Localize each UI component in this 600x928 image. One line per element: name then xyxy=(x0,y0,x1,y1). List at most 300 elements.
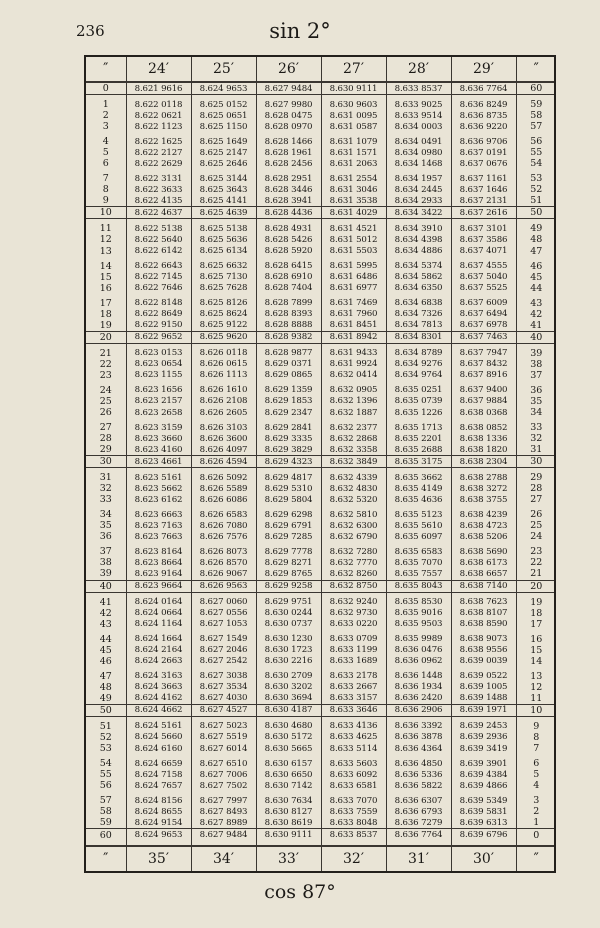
value-cell: 8.635 0739 xyxy=(386,396,451,407)
value-cell: 8.629 1853 xyxy=(256,396,321,407)
value-cell: 8.636 8249 xyxy=(451,95,516,111)
seconds-cell: 0 xyxy=(86,82,126,95)
value-cell: 8.623 2157 xyxy=(126,396,191,407)
value-cell: 8.625 4639 xyxy=(191,207,256,219)
value-cell: 8.625 1150 xyxy=(191,121,256,132)
value-cell: 8.629 2841 xyxy=(256,418,321,433)
value-cell: 8.633 5114 xyxy=(321,743,386,754)
value-cell: 8.631 9924 xyxy=(321,359,386,370)
value-cell: 8.628 1466 xyxy=(256,132,321,147)
value-cell: 8.624 7657 xyxy=(126,780,191,791)
value-cell: 8.635 2688 xyxy=(386,444,451,456)
value-cell: 8.630 6650 xyxy=(256,769,321,780)
table-row xyxy=(86,743,556,754)
value-cell: 8.623 4160 xyxy=(126,444,191,456)
complement-seconds-cell: 55 xyxy=(516,147,556,158)
value-cell: 8.623 9164 xyxy=(126,568,191,580)
value-cell: 8.638 0852 xyxy=(451,418,516,433)
value-cell: 8.635 5123 xyxy=(386,505,451,520)
complement-seconds-cell: 45 xyxy=(516,272,556,283)
value-cell: 8.625 0651 xyxy=(191,110,256,121)
value-cell: 8.624 8156 xyxy=(126,791,191,806)
value-cell: 8.634 3422 xyxy=(386,207,451,219)
complement-seconds-cell: 47 xyxy=(516,246,556,257)
value-cell: 8.632 4339 xyxy=(321,468,386,484)
complement-seconds-cell: 11 xyxy=(516,693,556,705)
value-cell: 8.634 6838 xyxy=(386,294,451,309)
value-cell: 8.637 9884 xyxy=(451,396,516,407)
value-cell: 8.631 4029 xyxy=(321,207,386,219)
table-row xyxy=(86,716,556,732)
value-cell: 8.627 5023 xyxy=(191,716,256,732)
value-cell: 8.625 3643 xyxy=(191,184,256,195)
value-cell: 8.632 6790 xyxy=(321,531,386,542)
complement-seconds-cell: 54 xyxy=(516,158,556,169)
complement-seconds-cell: 60 xyxy=(516,82,556,95)
value-cell: 8.628 1961 xyxy=(256,147,321,158)
value-cell: 8.634 7813 xyxy=(386,320,451,332)
value-cell: 8.631 5012 xyxy=(321,234,386,245)
complement-seconds-cell: 25 xyxy=(516,520,556,531)
value-cell: 8.633 4136 xyxy=(321,716,386,732)
value-cell: 8.627 9980 xyxy=(256,95,321,111)
seconds-cell: 41 xyxy=(99,596,112,608)
value-cell: 8.631 2063 xyxy=(321,158,386,169)
value-cell: 8.629 4323 xyxy=(256,456,321,468)
value-cell: 8.633 9025 xyxy=(386,95,451,111)
seconds-cell: 13 xyxy=(99,245,112,257)
value-cell: 8.634 0980 xyxy=(386,147,451,158)
value-cell: 8.635 7070 xyxy=(386,557,451,568)
table-row xyxy=(86,219,556,235)
value-cell: 8.631 0095 xyxy=(321,110,386,121)
value-cell: 8.630 4187 xyxy=(256,704,321,716)
value-cell: 8.628 3446 xyxy=(256,184,321,195)
value-cell: 8.632 0905 xyxy=(321,381,386,396)
value-cell: 8.637 3586 xyxy=(451,234,516,245)
value-cell: 8.633 5603 xyxy=(321,754,386,769)
value-cell: 8.629 8271 xyxy=(256,557,321,568)
value-cell: 8.628 9877 xyxy=(256,343,321,359)
value-cell: 8.622 3131 xyxy=(126,169,191,184)
seconds-cell: 11 xyxy=(99,223,112,235)
value-cell: 8.628 5426 xyxy=(256,234,321,245)
value-cell: 8.626 3600 xyxy=(191,433,256,444)
seconds-cell: 25 xyxy=(99,395,112,407)
value-cell: 8.635 6097 xyxy=(386,531,451,542)
value-cell: 8.636 7764 xyxy=(386,829,451,846)
value-cell: 8.629 3335 xyxy=(256,433,321,444)
value-cell: 8.633 4625 xyxy=(321,732,386,743)
value-cell: 8.638 3272 xyxy=(451,483,516,494)
value-cell: 8.630 8619 xyxy=(256,817,321,829)
value-cell: 8.625 3144 xyxy=(191,169,256,184)
value-cell: 8.639 1488 xyxy=(451,693,516,705)
seconds-cell: 32 xyxy=(99,483,112,495)
seconds-cell: 7 xyxy=(102,173,109,185)
value-cell: 8.639 5349 xyxy=(451,791,516,806)
seconds-cell: 46 xyxy=(99,655,112,667)
seconds-cell: 45 xyxy=(99,644,112,656)
table-row xyxy=(86,110,556,121)
table-row xyxy=(86,320,556,332)
value-cell: 8.633 8537 xyxy=(386,82,451,95)
value-cell: 8.622 5640 xyxy=(126,234,191,245)
table-row xyxy=(86,817,556,829)
value-cell: 8.626 5589 xyxy=(191,483,256,494)
value-cell: 8.628 3941 xyxy=(256,195,321,207)
value-cell: 8.626 9067 xyxy=(191,568,256,580)
seconds-cell: 42 xyxy=(99,607,112,619)
complement-seconds-cell: 26 xyxy=(516,505,556,520)
value-cell: 8.630 7142 xyxy=(256,780,321,791)
value-cell: 8.636 8735 xyxy=(451,110,516,121)
value-cell: 8.638 7623 xyxy=(451,592,516,608)
value-cell: 8.638 4239 xyxy=(451,505,516,520)
table-row xyxy=(86,195,556,207)
table-row xyxy=(86,667,556,682)
value-cell: 8.629 6298 xyxy=(256,505,321,520)
complement-seconds-cell: 21 xyxy=(516,568,556,580)
value-cell: 8.622 1625 xyxy=(126,132,191,147)
value-cell: 8.631 6486 xyxy=(321,272,386,283)
value-cell: 8.636 3878 xyxy=(386,732,451,743)
value-cell: 8.628 5920 xyxy=(256,246,321,257)
corner-label-top-left: ″ xyxy=(103,61,109,77)
value-cell: 8.630 3694 xyxy=(256,693,321,705)
value-cell: 8.626 8073 xyxy=(191,542,256,557)
value-cell: 8.634 2445 xyxy=(386,184,451,195)
value-cell: 8.624 8655 xyxy=(126,806,191,817)
value-cell: 8.628 7404 xyxy=(256,283,321,294)
value-cell: 8.639 3419 xyxy=(451,743,516,754)
seconds-cell: 40 xyxy=(86,580,126,592)
value-cell: 8.634 6350 xyxy=(386,283,451,294)
value-cell: 8.635 1713 xyxy=(386,418,451,433)
seconds-cell: 56 xyxy=(99,780,112,792)
value-cell: 8.622 6643 xyxy=(126,257,191,272)
value-cell: 8.623 0654 xyxy=(126,359,191,370)
complement-seconds-cell: 57 xyxy=(516,121,556,132)
value-cell: 8.636 0962 xyxy=(386,656,451,667)
value-cell: 8.627 5519 xyxy=(191,732,256,743)
complement-seconds-cell: 18 xyxy=(516,608,556,619)
value-cell: 8.628 0475 xyxy=(256,110,321,121)
seconds-cell: 28 xyxy=(99,433,112,445)
table-row xyxy=(86,234,556,245)
table-row xyxy=(86,645,556,656)
table-row xyxy=(86,505,556,520)
table-row xyxy=(86,82,556,95)
value-cell: 8.622 7646 xyxy=(126,283,191,294)
seconds-cell: 34 xyxy=(99,509,112,521)
seconds-cell: 9 xyxy=(102,195,109,207)
column-footer: 32′ xyxy=(321,846,386,871)
value-cell: 8.629 4817 xyxy=(256,468,321,484)
value-cell: 8.637 2616 xyxy=(451,207,516,219)
value-cell: 8.625 5138 xyxy=(191,219,256,235)
value-cell: 8.638 9073 xyxy=(451,630,516,645)
value-cell: 8.635 8530 xyxy=(386,592,451,608)
column-header: 24′ xyxy=(126,57,191,82)
value-cell: 8.623 7663 xyxy=(126,531,191,542)
table-row xyxy=(86,656,556,667)
column-header: 27′ xyxy=(321,57,386,82)
complement-seconds-cell: 0 xyxy=(516,829,556,846)
value-cell: 8.635 3175 xyxy=(386,456,451,468)
value-cell: 8.637 5525 xyxy=(451,283,516,294)
seconds-cell: 38 xyxy=(99,557,112,569)
value-cell: 8.635 2201 xyxy=(386,433,451,444)
value-cell: 8.637 6978 xyxy=(451,320,516,332)
value-cell: 8.633 6581 xyxy=(321,780,386,791)
complement-seconds-cell: 48 xyxy=(516,234,556,245)
value-cell: 8.629 2347 xyxy=(256,407,321,418)
corner-label-bottom-left: ″ xyxy=(103,851,109,867)
value-cell: 8.631 4521 xyxy=(321,219,386,235)
value-cell: 8.635 4636 xyxy=(386,494,451,505)
value-cell: 8.635 9503 xyxy=(386,619,451,630)
value-cell: 8.639 4384 xyxy=(451,769,516,780)
value-cell: 8.638 6657 xyxy=(451,568,516,580)
seconds-cell: 24 xyxy=(99,384,112,396)
value-cell: 8.634 4398 xyxy=(386,234,451,245)
seconds-cell: 39 xyxy=(99,568,112,580)
value-cell: 8.622 9150 xyxy=(126,320,191,332)
seconds-cell: 3 xyxy=(102,121,109,133)
value-cell: 8.634 5862 xyxy=(386,272,451,283)
complement-seconds-cell: 17 xyxy=(516,619,556,630)
table-row xyxy=(86,542,556,557)
seconds-cell: 33 xyxy=(99,494,112,506)
seconds-cell: 48 xyxy=(99,681,112,693)
value-cell: 8.622 8649 xyxy=(126,309,191,320)
value-cell: 8.623 8164 xyxy=(126,542,191,557)
value-cell: 8.623 1656 xyxy=(126,381,191,396)
column-footer: 34′ xyxy=(191,846,256,871)
value-cell: 8.630 1723 xyxy=(256,645,321,656)
value-cell: 8.623 6162 xyxy=(126,494,191,505)
value-cell: 8.632 4830 xyxy=(321,483,386,494)
complement-seconds-cell: 1 xyxy=(516,817,556,829)
table-row xyxy=(86,483,556,494)
table-row xyxy=(86,531,556,542)
value-cell: 8.622 2127 xyxy=(126,147,191,158)
complement-seconds-cell: 51 xyxy=(516,195,556,207)
value-cell: 8.629 7285 xyxy=(256,531,321,542)
value-cell: 8.636 9220 xyxy=(451,121,516,132)
value-cell: 8.627 9484 xyxy=(191,829,256,846)
table-row xyxy=(86,693,556,705)
value-cell: 8.630 8127 xyxy=(256,806,321,817)
value-cell: 8.628 6910 xyxy=(256,272,321,283)
value-cell: 8.638 7140 xyxy=(451,580,516,592)
value-cell: 8.623 6663 xyxy=(126,505,191,520)
value-cell: 8.627 7006 xyxy=(191,769,256,780)
value-cell: 8.631 7469 xyxy=(321,294,386,309)
value-cell: 8.622 4637 xyxy=(126,207,191,219)
value-cell: 8.627 0060 xyxy=(191,592,256,608)
value-cell: 8.637 0676 xyxy=(451,158,516,169)
value-cell: 8.626 4594 xyxy=(191,456,256,468)
value-cell: 8.627 1053 xyxy=(191,619,256,630)
value-cell: 8.631 5995 xyxy=(321,257,386,272)
value-cell: 8.623 7163 xyxy=(126,520,191,531)
value-cell: 8.628 8393 xyxy=(256,309,321,320)
value-cell: 8.634 8789 xyxy=(386,343,451,359)
value-cell: 8.622 9652 xyxy=(126,331,191,343)
complement-seconds-cell: 53 xyxy=(516,169,556,184)
value-cell: 8.629 5804 xyxy=(256,494,321,505)
value-cell: 8.624 9154 xyxy=(126,817,191,829)
table-row xyxy=(86,418,556,433)
value-cell: 8.635 1226 xyxy=(386,407,451,418)
value-cell: 8.625 1649 xyxy=(191,132,256,147)
value-cell: 8.625 5636 xyxy=(191,234,256,245)
value-cell: 8.631 0587 xyxy=(321,121,386,132)
seconds-cell: 16 xyxy=(99,282,112,294)
table-row xyxy=(86,207,556,219)
value-cell: 8.629 3829 xyxy=(256,444,321,456)
value-cell: 8.625 7628 xyxy=(191,283,256,294)
value-cell: 8.631 8451 xyxy=(321,320,386,332)
seconds-cell: 27 xyxy=(99,422,112,434)
value-cell: 8.630 9603 xyxy=(321,95,386,111)
table-row xyxy=(86,257,556,272)
value-cell: 8.625 0152 xyxy=(191,95,256,111)
value-cell: 8.636 1448 xyxy=(386,667,451,682)
column-header: 29′ xyxy=(451,57,516,82)
table-row xyxy=(86,557,556,568)
page-footer-title: cos 87° xyxy=(264,881,336,903)
table-row xyxy=(86,158,556,169)
value-cell: 8.632 9730 xyxy=(321,608,386,619)
value-cell: 8.629 9258 xyxy=(256,580,321,592)
value-cell: 8.639 0522 xyxy=(451,667,516,682)
value-cell: 8.622 3633 xyxy=(126,184,191,195)
value-cell: 8.627 8989 xyxy=(191,817,256,829)
value-cell: 8.638 8107 xyxy=(451,608,516,619)
value-cell: 8.633 0709 xyxy=(321,630,386,645)
value-cell: 8.630 5665 xyxy=(256,743,321,754)
value-cell: 8.622 2629 xyxy=(126,158,191,169)
value-cell: 8.624 5660 xyxy=(126,732,191,743)
value-cell: 8.627 0556 xyxy=(191,608,256,619)
table-header xyxy=(86,57,556,82)
table-body xyxy=(86,82,556,846)
value-cell: 8.628 4931 xyxy=(256,219,321,235)
seconds-cell: 49 xyxy=(99,692,112,704)
complement-seconds-cell: 27 xyxy=(516,494,556,505)
value-cell: 8.638 2304 xyxy=(451,456,516,468)
table-row xyxy=(86,791,556,806)
column-header: 25′ xyxy=(191,57,256,82)
value-cell: 8.628 2456 xyxy=(256,158,321,169)
seconds-cell: 20 xyxy=(86,331,126,343)
seconds-cell: 2 xyxy=(102,110,109,122)
complement-seconds-cell: 37 xyxy=(516,370,556,381)
value-cell: 8.623 8664 xyxy=(126,557,191,568)
value-cell: 8.630 2216 xyxy=(256,656,321,667)
value-cell: 8.627 4030 xyxy=(191,693,256,705)
corner-label-top-right: ″ xyxy=(516,57,556,82)
value-cell: 8.630 6157 xyxy=(256,754,321,769)
complement-seconds-cell: 41 xyxy=(516,320,556,332)
value-cell: 8.637 9400 xyxy=(451,381,516,396)
value-cell: 8.624 0664 xyxy=(126,608,191,619)
complement-seconds-cell: 3 xyxy=(516,791,556,806)
value-cell: 8.624 1164 xyxy=(126,619,191,630)
complement-seconds-cell: 4 xyxy=(516,780,556,791)
seconds-cell: 37 xyxy=(99,546,112,558)
value-cell: 8.632 6300 xyxy=(321,520,386,531)
table-row xyxy=(86,608,556,619)
value-cell: 8.632 9240 xyxy=(321,592,386,608)
value-cell: 8.623 9664 xyxy=(126,580,191,592)
value-cell: 8.637 1161 xyxy=(451,169,516,184)
value-cell: 8.626 0118 xyxy=(191,343,256,359)
value-cell: 8.631 5503 xyxy=(321,246,386,257)
seconds-cell: 10 xyxy=(86,207,126,219)
complement-seconds-cell: 10 xyxy=(516,704,556,716)
value-cell: 8.625 7130 xyxy=(191,272,256,283)
value-cell: 8.624 4662 xyxy=(126,704,191,716)
complement-seconds-cell: 14 xyxy=(516,656,556,667)
value-cell: 8.631 3046 xyxy=(321,184,386,195)
value-cell: 8.624 3163 xyxy=(126,667,191,682)
value-cell: 8.631 3538 xyxy=(321,195,386,207)
value-cell: 8.631 9433 xyxy=(321,343,386,359)
value-cell: 8.624 6659 xyxy=(126,754,191,769)
complement-seconds-cell: 13 xyxy=(516,667,556,682)
value-cell: 8.632 5320 xyxy=(321,494,386,505)
table-row xyxy=(86,407,556,418)
value-cell: 8.632 7280 xyxy=(321,542,386,557)
complement-seconds-cell: 23 xyxy=(516,542,556,557)
value-cell: 8.639 0039 xyxy=(451,656,516,667)
table-row xyxy=(86,343,556,359)
value-cell: 8.636 4850 xyxy=(386,754,451,769)
value-cell: 8.634 5374 xyxy=(386,257,451,272)
value-cell: 8.635 6583 xyxy=(386,542,451,557)
value-cell: 8.635 5610 xyxy=(386,520,451,531)
value-cell: 8.630 9111 xyxy=(321,82,386,95)
table-row xyxy=(86,396,556,407)
complement-seconds-cell: 31 xyxy=(516,444,556,456)
value-cell: 8.623 3660 xyxy=(126,433,191,444)
seconds-cell: 43 xyxy=(99,618,112,630)
value-cell: 8.637 0191 xyxy=(451,147,516,158)
value-cell: 8.637 1646 xyxy=(451,184,516,195)
value-cell: 8.635 8043 xyxy=(386,580,451,592)
value-cell: 8.638 0368 xyxy=(451,407,516,418)
value-cell: 8.633 3646 xyxy=(321,704,386,716)
value-cell: 8.639 1005 xyxy=(451,682,516,693)
value-cell: 8.632 1887 xyxy=(321,407,386,418)
complement-seconds-cell: 5 xyxy=(516,769,556,780)
seconds-cell: 21 xyxy=(99,347,112,359)
value-cell: 8.629 0371 xyxy=(256,359,321,370)
value-cell: 8.636 9706 xyxy=(451,132,516,147)
seconds-cell: 14 xyxy=(99,260,112,272)
value-cell: 8.625 9620 xyxy=(191,331,256,343)
value-cell: 8.638 9556 xyxy=(451,645,516,656)
value-cell: 8.627 3038 xyxy=(191,667,256,682)
complement-seconds-cell: 20 xyxy=(516,580,556,592)
complement-seconds-cell: 56 xyxy=(516,132,556,147)
sine-table-frame xyxy=(84,55,556,873)
value-cell: 8.634 9764 xyxy=(386,370,451,381)
